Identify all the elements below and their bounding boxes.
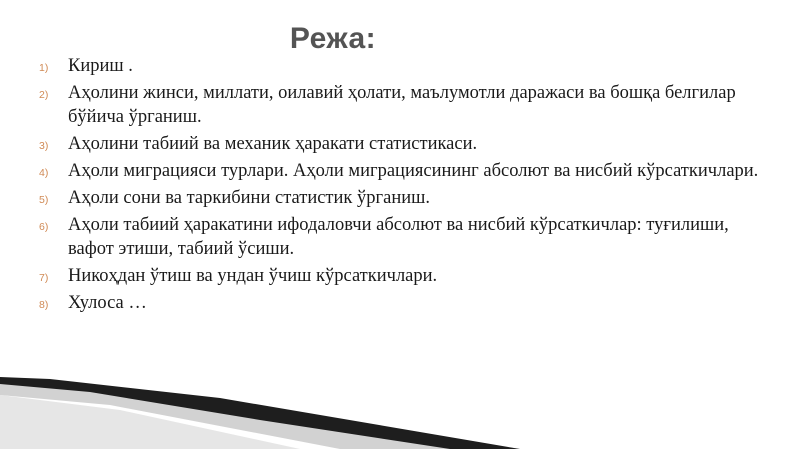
list-item-text: Хулоса … bbox=[68, 293, 147, 313]
list-item bbox=[0, 186, 760, 210]
list-item bbox=[0, 81, 760, 129]
list-item bbox=[0, 264, 760, 288]
list-item-text: Аҳолини жинси, миллати, оилавий ҳолати, маълумотли даражаси ва бошқа белгилар бўйича ўрганиш. bbox=[68, 83, 736, 127]
list-item bbox=[0, 213, 760, 261]
list-item-text: Никоҳдан ўтиш ва ундан ўчиш кўрсаткичлари. bbox=[68, 266, 438, 286]
list-item-text: Аҳоли миграцияси турлари. Аҳоли миграциясининг абсолют ва нисбий кўрсаткичлари. bbox=[68, 161, 759, 181]
outline-list bbox=[0, 54, 760, 318]
list-item-number: 8) bbox=[39, 299, 49, 311]
list-item bbox=[0, 132, 760, 156]
list-item-number: 6) bbox=[39, 221, 49, 233]
list-item-number: 7) bbox=[39, 272, 49, 284]
decor-light-swoosh bbox=[0, 395, 300, 449]
decor-gray-swoosh bbox=[0, 378, 520, 449]
list-item bbox=[0, 159, 760, 183]
list-item-number: 2) bbox=[39, 89, 49, 101]
list-item bbox=[0, 291, 760, 315]
slide-title: Режа: bbox=[289, 22, 377, 55]
list-item-number: 1) bbox=[39, 62, 49, 74]
list-item-text: Аҳолини табиий ва механик ҳаракати статистикаси. bbox=[68, 134, 478, 154]
list-item-text: Аҳоли сони ва таркибини статистик ўрганиш. bbox=[68, 188, 431, 208]
list-item-text: Кириш . bbox=[68, 56, 133, 76]
decor-dark-swoosh bbox=[0, 377, 520, 449]
list-item-number: 3) bbox=[39, 140, 49, 152]
list-item-text: Аҳоли табиий ҳаракатини ифодаловчи абсолют ва нисбий кўрсаткичлар: туғилиши, вафот этиши, табиий ўсиши. bbox=[68, 215, 729, 259]
list-item-number: 4) bbox=[39, 167, 49, 179]
list-item-number: 5) bbox=[39, 194, 49, 206]
list-item bbox=[0, 54, 760, 78]
